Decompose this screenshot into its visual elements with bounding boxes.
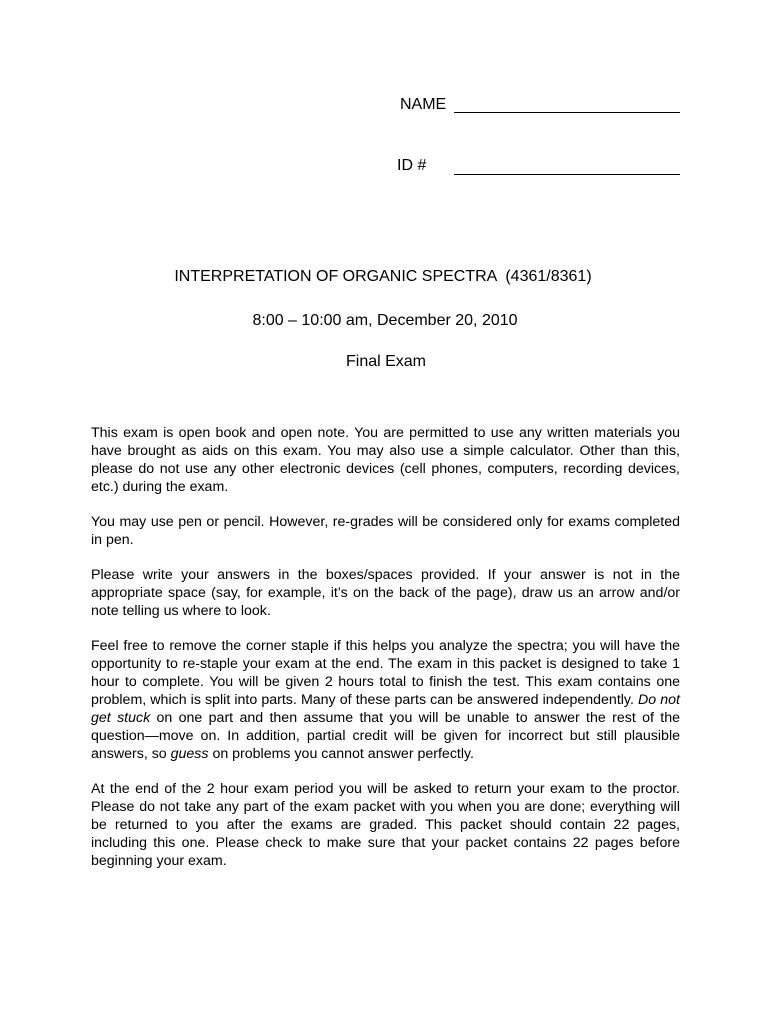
instructions-paragraph-5: At the end of the 2 hour exam period you will be asked to return your exam to the proctor. Please do not take any part of the exam packet with you when you are done; everything will be returned to you after the exams are graded. This packet should contain 22 pages, including this one. Please check to make sure that your packet contains 22 pages before beginning your exam. [91, 781, 680, 869]
paragraph-4-part-c: on problems you cannot answer perfectly. [208, 746, 474, 762]
name-input-line[interactable] [454, 112, 680, 113]
exam-datetime: 8:00 – 10:00 am, December 20, 2010 [252, 312, 518, 329]
instructions-paragraph-1: This exam is open book and open note. You are permitted to use any written materials you have brought as aids on this exam. You may also use a simple calculator. Other than this, please do not use any other electronic devices (cell phones, computers, recording devices, etc.) during the exam. [91, 425, 680, 495]
id-label: ID # [397, 157, 427, 174]
instructions-paragraph-2: You may use pen or pencil. However, re-grades will be considered only for exams completed in pen. [91, 514, 680, 548]
emphasis-do-not-get-stuck: Do not get stuck [91, 692, 680, 726]
name-label: NAME [400, 96, 447, 113]
paragraph-4-part-a: Feel free to remove the corner staple if this helps you analyze the spectra; you will have the opportunity to re-staple your exam at the end. The exam in this packet is designed to take 1 hour to complete. You will be given 2 hours total to finish the test. This exam contains one problem, which is split into parts. Many of these parts can be answered independently. [91, 638, 680, 708]
id-input-line[interactable] [454, 174, 680, 175]
exam-type: Final Exam [345, 353, 427, 370]
emphasis-guess: guess [170, 746, 209, 762]
instructions-paragraph-4 [91, 637, 680, 763]
instructions-paragraph-3: Please write your answers in the boxes/spaces provided. If your answer is not in the appropriate space (say, for example, it’s on the back of the page), draw us an arrow and/or note telling us where to look. [91, 567, 680, 619]
instructions [91, 424, 680, 887]
paragraph-4-part-b: on one part and then assume that you will be unable to answer the rest of the question—move on. In addition, partial credit will be given for incorrect but still plausible answers, so [91, 710, 680, 762]
course-title: INTERPRETATION OF ORGANIC SPECTRA (4361/8361) [174, 268, 592, 285]
